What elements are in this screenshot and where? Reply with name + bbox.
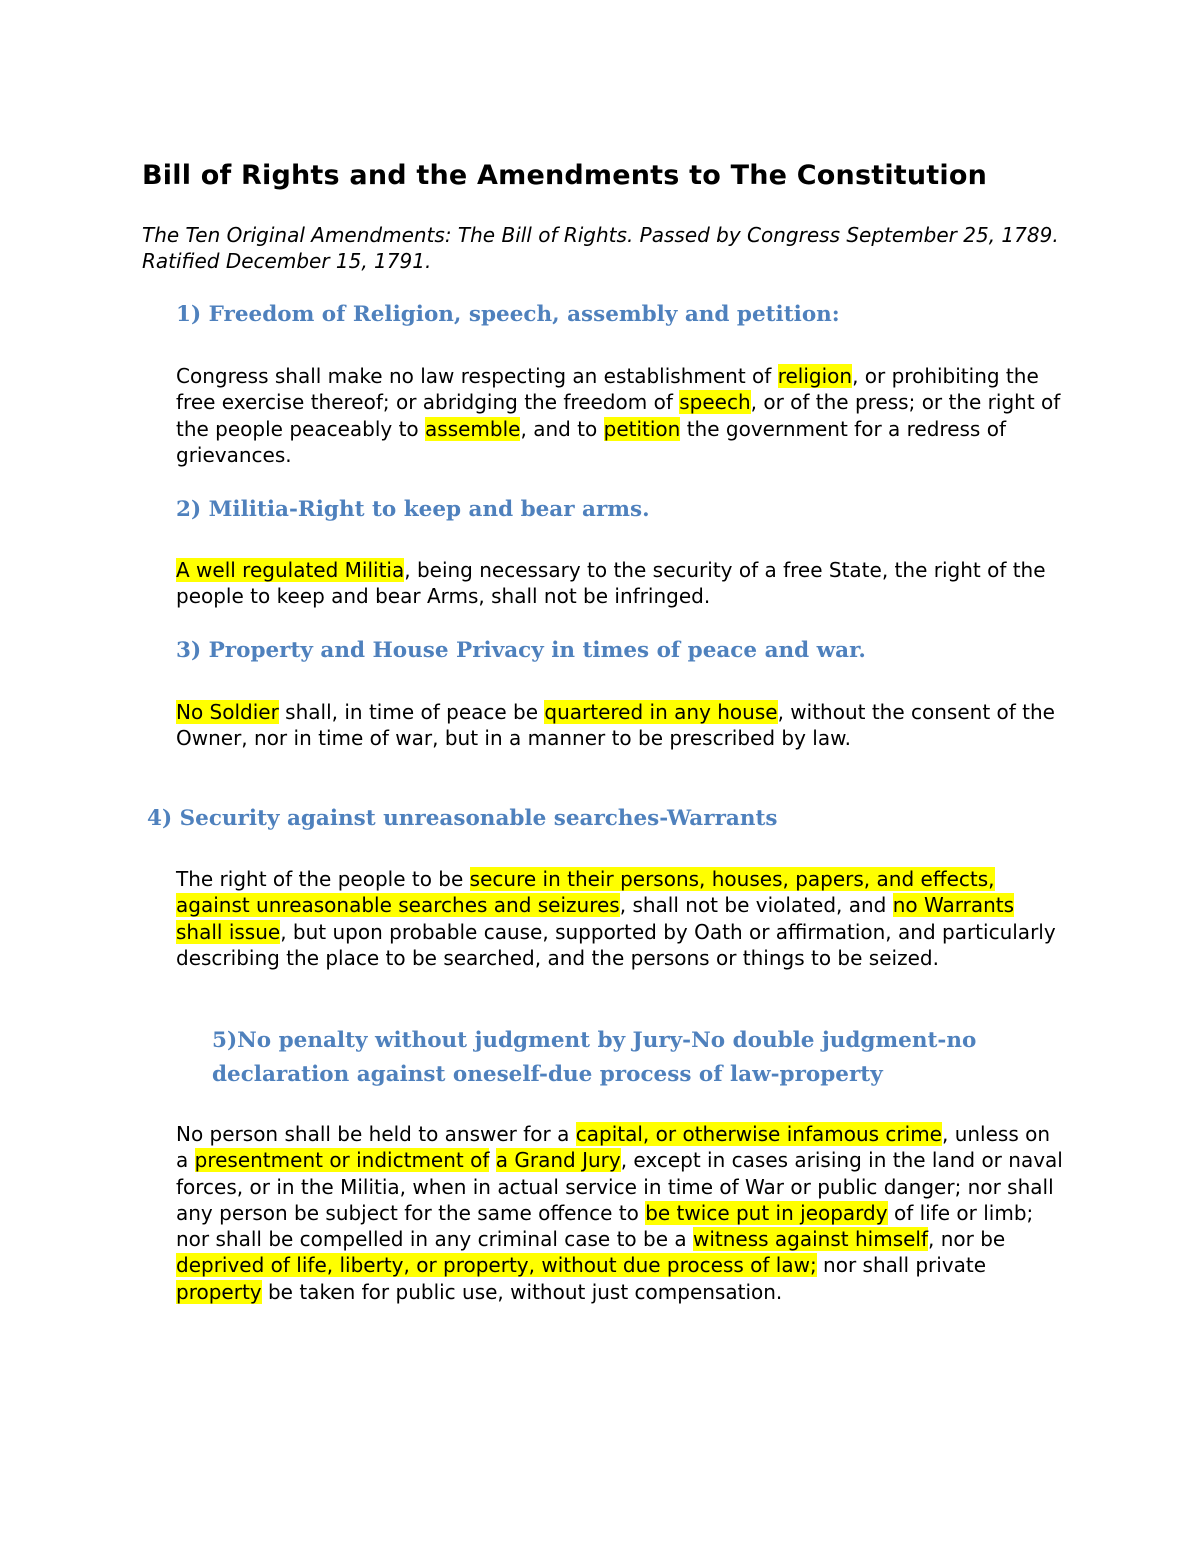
text-run: , but upon probable cause, supported by Oath or affirmation, and particularly describing the place to be searched, and the persons or things to be seized. bbox=[176, 919, 1056, 970]
text-run: the government for a redress of grievances. bbox=[176, 416, 1006, 467]
text-run: , except in cases arising in the land or naval forces, or in the Militia, when in actual service in time of War or public danger; nor shall any person be subject for the same offence to bbox=[176, 1148, 1063, 1225]
amendment-5-heading: 5)No penalty without judgment by Jury-No double judgment-no declaration against oneself-due process of law-property bbox=[212, 1028, 977, 1087]
highlighted-text: No Soldier bbox=[176, 700, 279, 724]
amendment-3-heading: 3) Property and House Privacy in times of peace and war. bbox=[176, 638, 866, 663]
text-run bbox=[489, 1148, 495, 1172]
text-run: , or of the press; or the right of the people peaceably to bbox=[176, 390, 1061, 441]
highlighted-text: be twice put in jeopardy bbox=[645, 1200, 888, 1225]
text-run: No person shall be held to answer for a bbox=[176, 1122, 576, 1146]
text-run: The right of the people to be bbox=[176, 867, 470, 891]
highlighted-text: assemble bbox=[425, 416, 521, 441]
highlighted-text: A well regulated Militia bbox=[176, 558, 405, 582]
text-run: , or prohibiting the free exercise thereof; or abridging the freedom of bbox=[176, 364, 1039, 415]
text-run: , unless on a bbox=[176, 1122, 1051, 1173]
text-run: be taken for public use, without just compensation. bbox=[261, 1279, 783, 1304]
text-run: of life or limb; nor shall be compelled in any criminal case to be a bbox=[176, 1200, 1034, 1252]
highlighted-text: quartered in any house bbox=[544, 700, 778, 724]
text-run: , being necessary to the security of a free State, the right of the people to keep and bear Arms, shall not be infringed. bbox=[176, 558, 1046, 609]
text-run: Congress shall make no law respecting an establishment of bbox=[176, 364, 778, 388]
highlighted-text: no Warrants shall issue bbox=[176, 893, 1015, 944]
text-run: , without the consent of the Owner, nor in time of war, but in a manner to be prescribed by law. bbox=[176, 700, 1055, 751]
amendment-4-text bbox=[176, 866, 1066, 971]
highlighted-text: presentment or indictment of bbox=[194, 1148, 490, 1173]
highlighted-text: secure in their persons, houses, papers, and effects, against unreasonable searches and seizures bbox=[176, 867, 995, 918]
highlighted-text: property bbox=[176, 1279, 262, 1304]
highlighted-text: deprived of life, liberty, or property, without due process of law; bbox=[176, 1253, 817, 1278]
document-title: Bill of Rights and the Amendments to The Constitution bbox=[142, 160, 988, 191]
highlighted-text: witness against himself bbox=[692, 1227, 929, 1252]
highlighted-text: petition bbox=[603, 416, 681, 441]
text-run: shall, in time of peace be bbox=[278, 700, 545, 724]
highlighted-text: capital, or otherwise infamous crime bbox=[575, 1122, 942, 1146]
amendment-3-text bbox=[176, 699, 1066, 752]
highlighted-text: speech bbox=[679, 390, 751, 415]
text-run: , shall not be violated, and bbox=[619, 893, 893, 918]
text-run: , and to bbox=[520, 416, 604, 441]
amendment-5-text bbox=[176, 1121, 1066, 1305]
amendment-1-heading: 1) Freedom of Religion, speech, assembly and petition: bbox=[176, 302, 840, 327]
text-run: , nor be bbox=[928, 1227, 1006, 1252]
highlighted-text: religion bbox=[777, 364, 853, 388]
amendment-1-text bbox=[176, 363, 1066, 468]
amendment-4-heading: 4) Security against unreasonable searches-Warrants bbox=[147, 806, 778, 831]
amendment-2-heading: 2) Militia-Right to keep and bear arms. bbox=[176, 497, 650, 522]
text-run: nor shall private bbox=[816, 1253, 987, 1278]
intro-paragraph: The Ten Original Amendments: The Bill of Rights. Passed by Congress September 25, 1789. Ratified December 15, 1791. bbox=[142, 223, 1059, 273]
amendment-2-text bbox=[176, 557, 1066, 610]
highlighted-text: a Grand Jury bbox=[495, 1148, 621, 1173]
